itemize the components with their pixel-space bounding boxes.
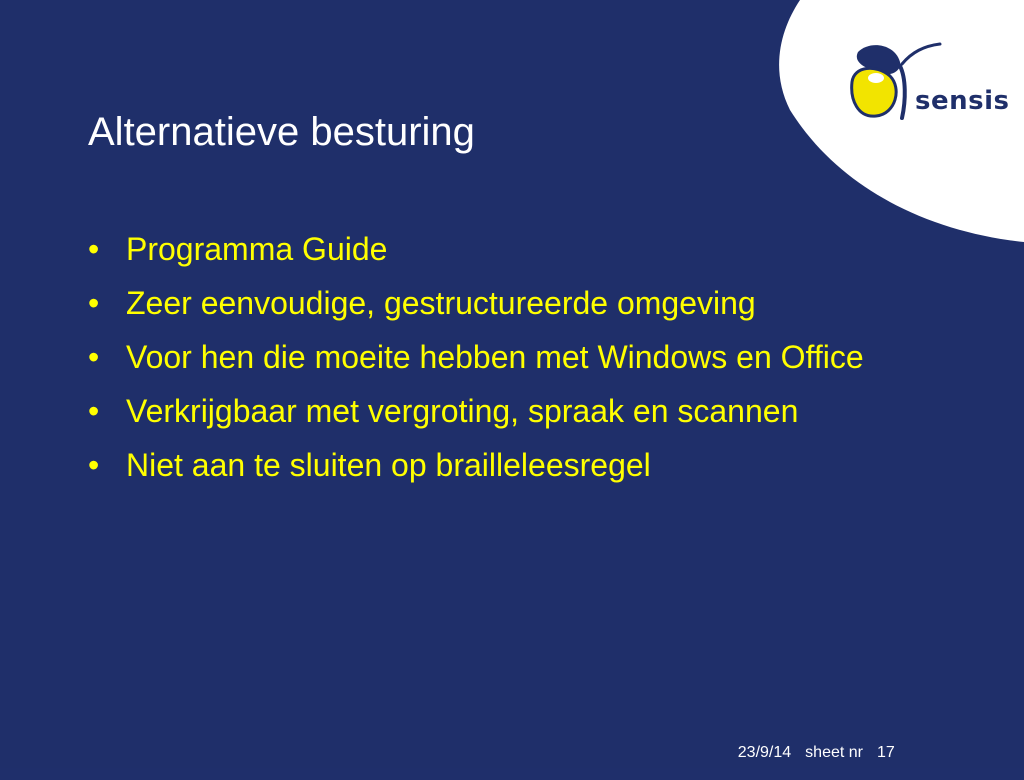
bullet-item [88, 338, 928, 376]
bullet-text: Programma Guide [126, 231, 388, 267]
bullet-dot-icon: • [88, 231, 100, 267]
bullet-dot-icon: • [88, 285, 100, 321]
footer-sheet-label: sheet nr [805, 744, 863, 761]
footer-sheet-number: 17 [876, 744, 895, 761]
bullet-text: Verkrijgbaar met vergroting, spraak en scannen [126, 393, 799, 429]
bullet-list [88, 230, 928, 500]
bullet-dot-icon: • [88, 393, 100, 429]
bullet-dot-icon: • [88, 339, 100, 375]
sensis-butterfly-icon [840, 38, 1010, 130]
bullet-text: Zeer eenvoudige, gestructureerde omgeving [126, 285, 756, 321]
bullet-text: Voor hen die moeite hebben met Windows en Office [126, 339, 864, 375]
bullet-item [88, 284, 928, 322]
bullet-item [88, 230, 928, 268]
slide-title: Alternatieve besturing [88, 110, 475, 154]
bullet-text: Niet aan te sluiten op brailleleesregel [126, 447, 651, 483]
logo-text: sensis [915, 86, 1010, 116]
bullet-dot-icon: • [88, 447, 100, 483]
bullet-item [88, 446, 928, 484]
bullet-item [88, 392, 928, 430]
footer-date: 23/9/14 [737, 744, 792, 761]
slide-footer [720, 726, 895, 780]
